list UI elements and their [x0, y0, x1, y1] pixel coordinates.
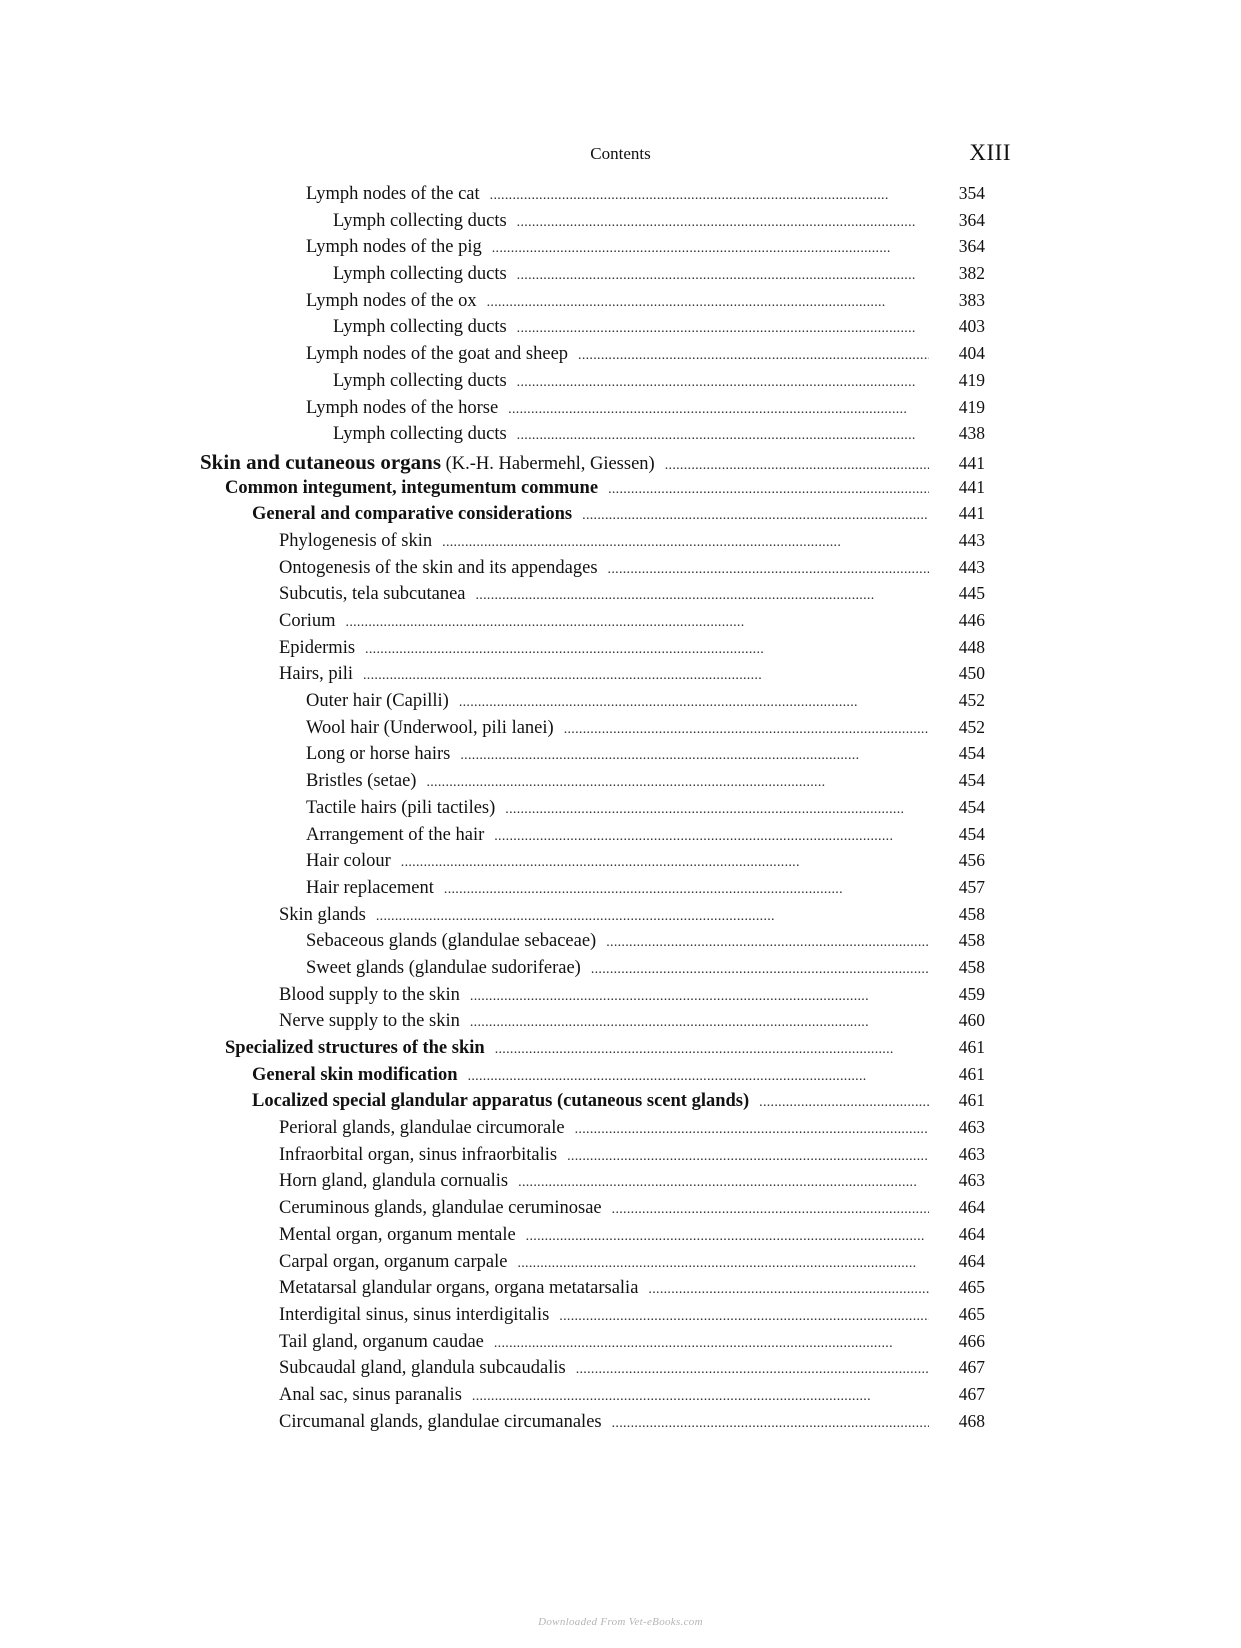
toc-entry-title: Subcutis, tela subcutanea [279, 584, 466, 605]
toc-entry [0, 770, 1241, 797]
toc-entry-title: General skin modification [252, 1064, 458, 1085]
toc-entry-title: Mental organ, organum mentale [279, 1224, 516, 1245]
toc-entry-title: Corium [279, 611, 336, 631]
toc-dot-leader [517, 1256, 929, 1272]
toc-entry [0, 824, 1241, 851]
toc-entry [0, 1224, 1241, 1251]
toc-entry [0, 477, 1241, 504]
toc-entry [0, 743, 1241, 770]
toc-entry-page: 383 [958, 289, 985, 310]
toc-entry-title: Hair colour [306, 851, 391, 872]
toc-dot-leader [363, 668, 929, 684]
toc-entry [0, 1144, 1241, 1171]
toc-dot-leader [517, 321, 929, 337]
toc-entry [0, 503, 1241, 530]
footer-watermark: Downloaded From Vet-eBooks.com [538, 1616, 703, 1628]
toc-entry [0, 370, 1241, 397]
toc-entry-title: Wool hair (Underwool, pili lanei) [306, 717, 554, 738]
toc-entry-title: Horn gland, glandula cornualis [279, 1171, 509, 1192]
toc-entry-page: 461 [958, 1090, 985, 1111]
toc-dot-leader [492, 241, 929, 257]
toc-dot-leader [442, 535, 929, 551]
toc-entry-title: Infraorbital organ, sinus infraorbitalis [279, 1144, 558, 1165]
toc-entry [0, 1090, 1241, 1117]
toc-entry-page: 382 [958, 263, 985, 284]
toc-dot-leader [472, 1389, 929, 1405]
toc-entry [0, 1117, 1241, 1144]
toc-entry-page: 464 [958, 1250, 985, 1271]
toc-dot-leader [468, 1069, 929, 1085]
toc-dot-leader [612, 1202, 929, 1218]
toc-entry [0, 957, 1241, 984]
toc-entry-page: 465 [958, 1303, 985, 1324]
toc-entry-title: Tactile hairs (pili tactiles) [306, 797, 496, 818]
toc-entry-page: 454 [958, 743, 985, 764]
toc-dot-leader [582, 508, 929, 524]
toc-entry-title: Blood supply to the skin [279, 984, 460, 1005]
toc-dot-leader [494, 1336, 929, 1352]
toc-entry [0, 1010, 1241, 1037]
toc-entry-page: 458 [958, 903, 985, 924]
toc-entry-title: Specialized structures of the skin [225, 1038, 485, 1058]
toc-entry [0, 183, 1241, 210]
toc-entry-title: General and comparative considerations [252, 504, 573, 525]
toc-entry-title: Arrangement of the hair [306, 824, 485, 845]
toc-entry-title: Lymph nodes of the cat [306, 184, 480, 204]
toc-entry-page: 354 [958, 183, 985, 203]
toc-entry [0, 397, 1241, 424]
toc-entry [0, 1251, 1241, 1278]
toc-dot-leader [608, 482, 929, 498]
toc-entry-page: 463 [958, 1117, 985, 1138]
toc-dot-leader [576, 1362, 929, 1378]
toc-entry [0, 450, 1241, 477]
toc-dot-leader [365, 642, 929, 658]
toc-entry-title-main: Skin and cutaneous organs [200, 449, 441, 474]
toc-entry-title: Hair replacement [306, 877, 434, 898]
toc-entry-page: 458 [958, 956, 985, 977]
toc-entry-title: Ontogenesis of the skin and its appendages [279, 557, 598, 578]
toc-entry-title: Localized special glandular apparatus (cutaneous scent glands) [252, 1091, 750, 1112]
toc-entry-page: 457 [958, 876, 985, 897]
toc-entry-title: Perioral glands, glandulae circumorale [279, 1118, 565, 1139]
toc-dot-leader [426, 775, 929, 791]
toc-entry-page: 443 [958, 556, 985, 577]
toc-entry-page: 441 [958, 503, 985, 524]
toc-entry-page: 441 [958, 476, 985, 497]
toc-dot-leader [567, 1149, 929, 1165]
toc-entry [0, 1357, 1241, 1384]
toc-entry-page: 452 [958, 716, 985, 737]
toc-entry-title: Circumanal glands, glandulae circumanales [279, 1411, 602, 1432]
toc-entry [0, 637, 1241, 664]
toc-entry-title: Phylogenesis of skin [279, 530, 433, 551]
toc-entry [0, 1331, 1241, 1358]
toc-entry [0, 263, 1241, 290]
toc-dot-leader [575, 1122, 929, 1138]
toc-entry-page: 403 [958, 316, 985, 337]
toc-entry-page: 441 [958, 452, 985, 473]
toc-dot-leader [470, 1015, 929, 1031]
toc-entry-title: Tail gland, organum caudae [279, 1331, 484, 1352]
toc-entry [0, 877, 1241, 904]
toc-entry-title: Lymph collecting ducts [333, 264, 507, 285]
toc-dot-leader [508, 402, 929, 418]
toc-dot-leader [495, 1042, 929, 1058]
toc-dot-leader [444, 882, 929, 898]
toc-entry-title: Bristles (setae) [306, 771, 417, 792]
toc-dot-leader [578, 348, 929, 364]
toc-entry-page: 438 [958, 423, 985, 444]
toc-entry-page: 419 [958, 396, 985, 417]
toc-entry-title: Lymph collecting ducts [333, 210, 507, 231]
toc-entry-page: 446 [958, 610, 985, 630]
toc-entry-page: 459 [958, 983, 985, 1004]
toc-entry-page: 463 [958, 1170, 985, 1191]
toc-dot-leader [648, 1282, 929, 1298]
toc-entry-page: 443 [958, 529, 985, 550]
toc-entry [0, 423, 1241, 450]
toc-entry [0, 1197, 1241, 1224]
toc-dot-leader [559, 1309, 929, 1325]
toc-entry [0, 583, 1241, 610]
toc-dot-leader [517, 375, 929, 391]
toc-dot-leader [591, 962, 929, 978]
toc-entry-page: 364 [958, 236, 985, 257]
toc-entry-title: Sweet glands (glandulae sudoriferae) [306, 957, 581, 978]
toc-entry [0, 717, 1241, 744]
toc-entry-page: 404 [958, 343, 985, 364]
toc-entry-page: 454 [958, 796, 985, 817]
toc-entry-title: Interdigital sinus, sinus interdigitalis [279, 1304, 550, 1325]
page-number: XIII [969, 140, 1011, 165]
toc-dot-leader [759, 1095, 929, 1111]
toc-entry-title [200, 450, 655, 475]
toc-dot-leader [606, 935, 929, 951]
toc-entry-page: 419 [958, 369, 985, 390]
toc-entry-title: Hairs, pili [279, 664, 353, 685]
toc-entry [0, 1411, 1241, 1438]
toc-entry-page: 445 [958, 583, 985, 604]
toc-entry [0, 850, 1241, 877]
toc-entry-title: Lymph collecting ducts [333, 424, 507, 445]
toc-dot-leader [346, 615, 929, 631]
toc-entry [0, 1384, 1241, 1411]
toc-entry-page: 454 [958, 823, 985, 844]
toc-dot-leader [401, 855, 929, 871]
toc-dot-leader [665, 458, 929, 474]
toc-entry-title: Lymph nodes of the pig [306, 237, 482, 258]
toc-entry-page: 465 [958, 1277, 985, 1298]
toc-dot-leader [490, 188, 929, 204]
toc-dot-leader [564, 722, 929, 738]
toc-entry-page: 454 [958, 770, 985, 791]
toc-entry-title: Subcaudal gland, glandula subcaudalis [279, 1358, 566, 1379]
toc-entry [0, 316, 1241, 343]
page-header [0, 140, 1241, 174]
toc-entry-title: Long or horse hairs [306, 744, 451, 765]
toc-entry [0, 557, 1241, 584]
toc-entry [0, 343, 1241, 370]
toc-dot-leader [517, 428, 929, 444]
toc-dot-leader [612, 1416, 929, 1432]
toc-entry-page: 461 [958, 1063, 985, 1084]
toc-entry [0, 530, 1241, 557]
toc-entry-page: 468 [958, 1410, 985, 1431]
toc-entry [0, 210, 1241, 237]
toc-entry-page: 448 [958, 636, 985, 657]
toc-entry-title: Ceruminous glands, glandulae ceruminosae [279, 1198, 602, 1219]
toc-entry-author: (K.-H. Habermehl, Giessen) [441, 453, 655, 474]
toc-entry-title: Lymph nodes of the ox [306, 290, 477, 311]
toc-entry-page: 458 [958, 930, 985, 951]
toc-entry [0, 797, 1241, 824]
toc-entry-page: 450 [958, 663, 985, 684]
toc-entry [0, 610, 1241, 637]
toc-dot-leader [494, 829, 929, 845]
toc-entry [0, 984, 1241, 1011]
toc-entry-title: Sebaceous glands (glandulae sebaceae) [306, 931, 597, 952]
toc-entry-page: 466 [958, 1330, 985, 1351]
toc-entry-title: Skin glands [279, 904, 366, 925]
toc-entry-title: Common integument, integumentum commune [225, 477, 599, 498]
toc-entry-title: Metatarsal glandular organs, organa metatarsalia [279, 1278, 639, 1299]
toc-entry [0, 290, 1241, 317]
toc-entry [0, 1277, 1241, 1304]
toc-entry-title: Nerve supply to the skin [279, 1011, 460, 1032]
toc-entry-page: 467 [958, 1383, 985, 1404]
toc-entry [0, 904, 1241, 931]
toc-entry-title: Outer hair (Capilli) [306, 691, 449, 712]
toc-entry-page: 461 [958, 1037, 985, 1057]
toc-dot-leader [470, 989, 929, 1005]
toc-entry-page: 463 [958, 1143, 985, 1164]
running-title: Contents [590, 144, 651, 163]
toc-entry-title: Lymph nodes of the goat and sheep [306, 344, 569, 365]
toc-dot-leader [526, 1229, 929, 1245]
toc-dot-leader [518, 1175, 929, 1191]
toc-dot-leader [487, 295, 929, 311]
toc-entry-page: 467 [958, 1357, 985, 1378]
table-of-contents [0, 183, 1241, 1437]
toc-entry [0, 1064, 1241, 1091]
toc-entry-title: Lymph collecting ducts [333, 370, 507, 391]
toc-entry-page: 452 [958, 690, 985, 711]
toc-entry [0, 663, 1241, 690]
toc-entry-page: 364 [958, 209, 985, 230]
toc-entry [0, 1170, 1241, 1197]
toc-entry [0, 1037, 1241, 1064]
toc-dot-leader [608, 562, 929, 578]
toc-entry-title: Anal sac, sinus paranalis [279, 1384, 462, 1405]
toc-dot-leader [376, 909, 929, 925]
toc-dot-leader [460, 748, 929, 764]
toc-entry [0, 236, 1241, 263]
toc-dot-leader [517, 268, 929, 284]
toc-entry-page: 460 [958, 1010, 985, 1031]
toc-dot-leader [476, 588, 930, 604]
toc-entry-page: 464 [958, 1197, 985, 1218]
toc-dot-leader [459, 695, 929, 711]
toc-entry-page: 464 [958, 1223, 985, 1244]
toc-entry-title: Lymph nodes of the horse [306, 397, 499, 418]
toc-entry-title: Lymph collecting ducts [333, 317, 507, 338]
toc-dot-leader [505, 802, 929, 818]
toc-entry-title: Epidermis [279, 637, 356, 658]
toc-entry [0, 1304, 1241, 1331]
toc-entry-title: Carpal organ, organum carpale [279, 1251, 508, 1272]
toc-entry [0, 690, 1241, 717]
toc-entry-page: 456 [958, 850, 985, 871]
toc-dot-leader [517, 215, 929, 231]
toc-entry [0, 930, 1241, 957]
